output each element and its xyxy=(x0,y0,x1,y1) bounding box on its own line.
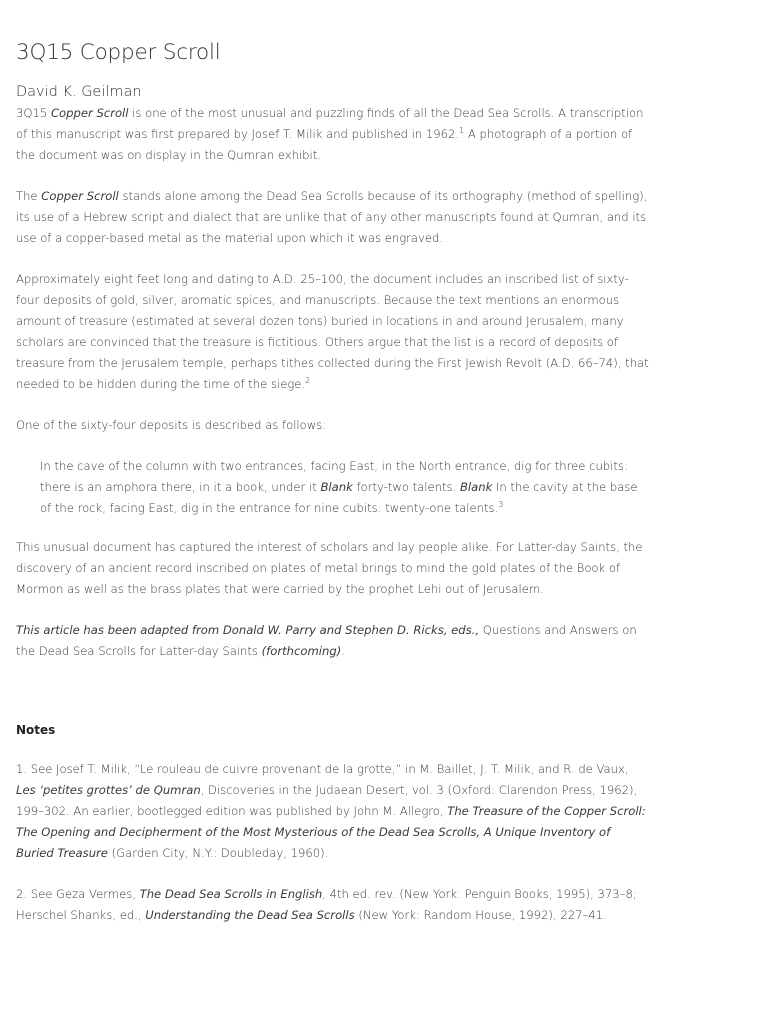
article-body xyxy=(16,103,650,946)
paragraph-intro xyxy=(16,103,650,166)
italic-text: This article has been adapted from Donald W. Parry and Stephen D. Ricks, eds., xyxy=(16,623,480,637)
text-run: (New York: Random House, 1992), 227–41. xyxy=(354,908,607,922)
article-author: David K. Geilman xyxy=(16,84,142,100)
text-run: In the cavity at the base of the rock, facing East, dig in the entrance for nine cubits: twenty-one talents. xyxy=(40,480,638,515)
italic-text: Copper Scroll xyxy=(50,106,129,120)
italic-text: Blank xyxy=(320,480,353,494)
footnote-ref-2[interactable]: 2 xyxy=(305,376,311,385)
footnote-ref-3[interactable]: 3 xyxy=(498,500,504,509)
italic-text: The Dead Sea Scrolls in English xyxy=(139,887,323,901)
text-run: 1. See Josef T. Milik, “Le rouleau de cuivre provenant de la grotte,” in M. Baillet, J. T. Milik, and R. de Vaux, xyxy=(16,762,629,776)
note-1 xyxy=(16,759,650,864)
text-run: stands alone among the Dead Sea Scrolls because of its orthography (method of spelling), its use of a Hebrew script and dialect that are unlike that of any other manuscripts found at Qumran, and its use of a copper-based metal as the material upon which it was engraved. xyxy=(16,189,648,245)
notes-heading: Notes xyxy=(16,723,56,737)
italic-text: Understanding the Dead Sea Scrolls xyxy=(145,908,355,922)
text-run: 2. See Geza Vermes, xyxy=(16,887,140,901)
article-title: 3Q15 Copper Scroll xyxy=(16,40,221,65)
text-run: 3Q15 xyxy=(16,106,51,120)
paragraph-orthography xyxy=(16,186,650,249)
text-run: (Garden City, N.Y.: Doubleday, 1960). xyxy=(107,846,329,860)
deposit-quote xyxy=(40,456,650,519)
paragraph-adapted xyxy=(16,620,650,662)
italic-text: Les ‘petites grottes’ de Qumran xyxy=(16,783,201,797)
paragraph-lds: This unusual document has captured the interest of scholars and lay people alike. For Latter-day Saints, the discovery of an ancient record inscribed on plates of metal brings to mind the gold plates of the Book of Mormon as well as the brass plates that were carried by the prophet Lehi out of Jerusalem. xyxy=(16,540,643,596)
italic-text: The Treasure of the Copper Scroll: The Opening and Decipherment of the Most Mysterious of the Dead Sea Scrolls, A Unique Inventory of Buried Treasure xyxy=(16,804,646,860)
footnote-ref-1[interactable]: 1 xyxy=(459,126,465,135)
italic-text: (forthcoming) xyxy=(261,644,342,658)
text-run: , 4th ed. rev. (New York: Penguin Books, 1995), 373–8; Herschel Shanks, ed., xyxy=(16,887,637,922)
text-run: , Discoveries in the Judaean Desert, vol. 3 (Oxford: Clarendon Press, 1962), 199–302. An earlier, bootlegged edition was published by John M. Allegro, xyxy=(16,783,638,818)
text-run: Approximately eight feet long and dating to A.D. 25–100, the document includes an inscribed list of sixty-four deposits of gold, silver, aromatic spices, and manuscripts. Because the text mentions an enormous amount of treasure (estimated at several dozen tons) buried in locations in and around Jerusalem, many scholars are convinced that the treasure is fictitious. Others argue that the list is a record of deposits of treasure from the Jerusalem temple, perhaps tithes collected during the First Jewish Revolt (A.D. 66–74), that needed to be hidden during the time of the siege. xyxy=(16,272,649,391)
text-run: A photograph of a portion of the document was on display in the Qumran exhibit. xyxy=(16,127,633,162)
text-run: forty-two talents. xyxy=(352,480,460,494)
text-run: In the cave of the column with two entrances, facing East, in the North entrance, dig for three cubits: there is an amphora there, in it a book, under it xyxy=(40,459,628,494)
text-run: Questions and Answers on the Dead Sea Scrolls for Latter-day Saints xyxy=(16,623,637,658)
italic-text: Blank xyxy=(459,480,493,494)
text-run: The xyxy=(16,189,42,203)
paragraph-deposit-intro: One of the sixty-four deposits is described as follows: xyxy=(16,418,327,432)
italic-text: Copper Scroll xyxy=(41,189,119,203)
note-2 xyxy=(16,884,650,926)
text-run: . xyxy=(341,644,345,658)
text-run: is one of the most unusual and puzzling finds of all the Dead Sea Scrolls. A transcription of this manuscript was first prepared by Josef T. Milik and published in 1962. xyxy=(16,106,644,141)
paragraph-treasure xyxy=(16,269,650,395)
